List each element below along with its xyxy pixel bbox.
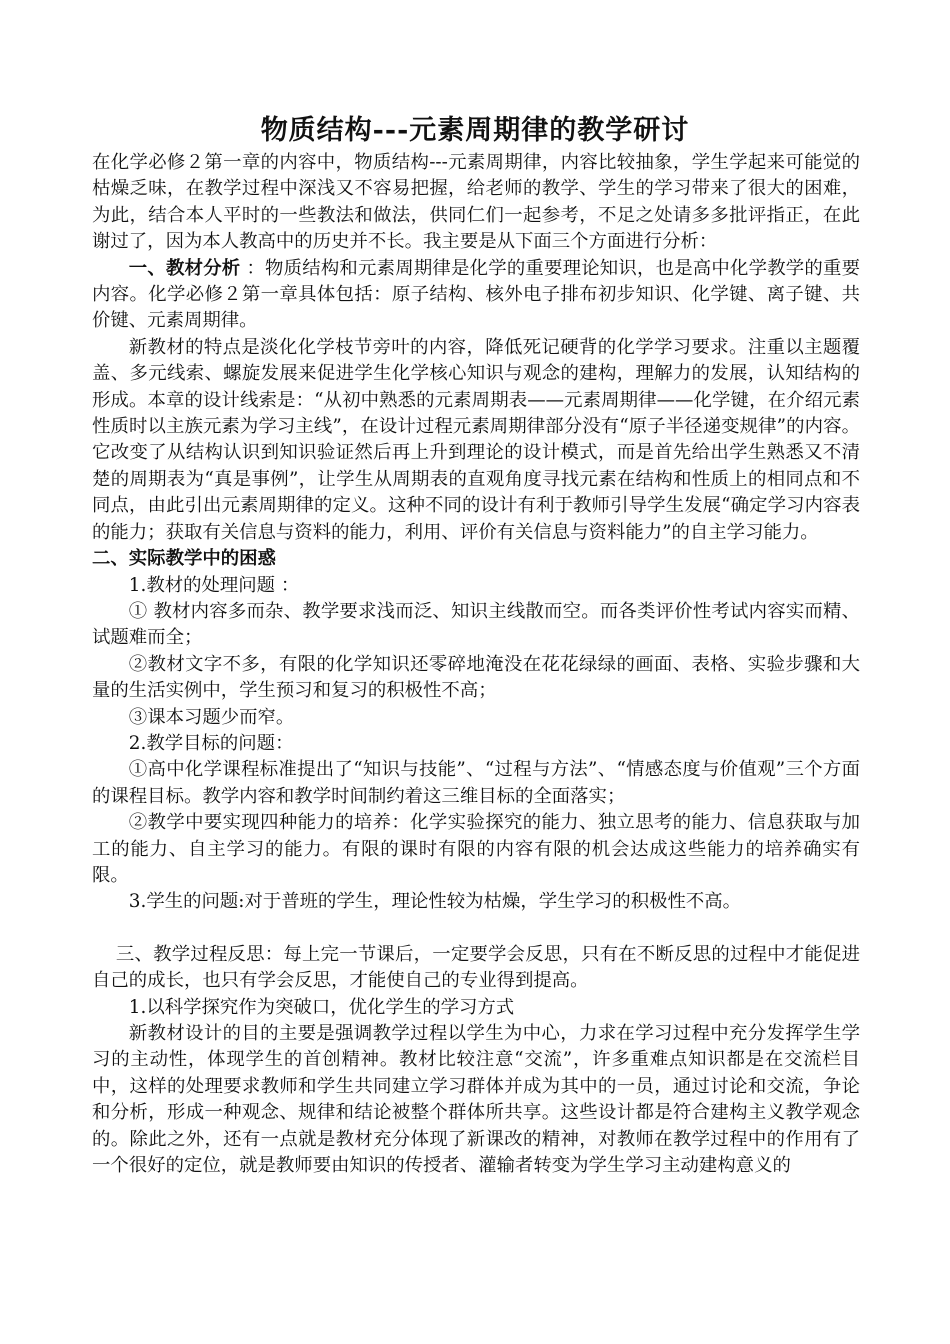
section2-paragraph-2: ① 教材内容多而杂、教学要求浅而泛、知识主线散而空。而各类评价性考试内容实而精、试题难而全；: [92, 600, 860, 649]
section3-paragraph-1: 三、教学过程反思：每上完一节课后，一定要学会反思，只有在不断反思的过程中才能促进自己的成长，也只有学会反思，才能使自己的专业得到提高。: [92, 943, 860, 992]
section2-paragraph-5: 2.教学目标的问题：: [128, 732, 294, 754]
section1-paragraph-2: 新教材的特点是淡化化学枝节旁叶的内容，降低死记硬背的化学学习要求。注重以主题覆盖、多元线索、螺旋发展来促进学生化学核心知识与观念的建构，理解力的发展，认知结构的形成。本章的设计线索是：“从初中熟悉的元素周期表——元素周期律——化学键，在介绍元素性质时以主族元素为学习主线”，在设计过程元素周期律部分没有“原子半径递变规律”的内容。它改变了从结构认识到知识验证然后再上升到理论的设计模式，而是首先给出学生熟悉又不清楚的周期表为“真是事例”，让学生从周期表的直观角度寻找元素在结构和性质上的相同点和不同点，由此引出元素周期律的定义。这种不同的设计有利于教师引导学生发展“确定学习内容表的能力；获取有关信息与资料的能力，利用、评价有关信息与资料能力”的自主学习能力。: [92, 336, 860, 543]
section2-paragraph-7: ②教学中要实现四种能力的培养：化学实验探究的能力、独立思考的能力、信息获取与加工的能力、自主学习的能力。有限的课时有限的内容有限的机会达成这些能力的培养确实有限。: [92, 812, 860, 886]
section2-heading: 二、实际教学中的困惑: [92, 548, 276, 570]
intro-paragraph: 在化学必修２第一章的内容中，物质结构---元素周期律，内容比较抽象，学生学起来可能觉的枯燥乏味，在教学过程中深浅又不容易把握，给老师的教学、学生的学习带来了很大的困难，为此，结合本人平时的一些教法和做法，供同仁们一起参考，不足之处请多多批评指正，在此谢过了，因为本人教高中的历史并不长。我主要是从下面三个方面进行分析：: [92, 152, 860, 253]
section3-paragraph-3: 新教材设计的目的主要是强调教学过程以学生为中心，力求在学习过程中充分发挥学生学习的主动性，体现学生的首创精神。教材比较注意“交流”，许多重难点知识都是在交流栏目中，这样的处理要求教师和学生共同建立学习群体并成为其中的一员，通过讨论和交流，争论和分析，形成一种观念、规律和结论被整个群体所共享。这些设计都是符合建构主义教学观念的。除此之外，还有一点就是教材充分体现了新课改的精神，对教师在教学过程中的作用有了一个很好的定位，就是教师要由知识的传授者、灌输者转变为学生学习主动建构意义的: [92, 1023, 860, 1177]
section2-paragraph-8: 3.学生的问题:对于普班的学生，理论性较为枯燥，学生学习的积极性不高。: [128, 891, 742, 913]
document-body: [92, 150, 860, 1179]
section1-paragraph: [92, 256, 860, 335]
section3-paragraph-2: 1.以科学探究作为突破口，优化学生的学习方式: [128, 996, 515, 1018]
section2-paragraph-1: 1.教材的处理问题 ：: [128, 574, 300, 596]
paragraph-spacer: [92, 916, 860, 942]
section1-text: ：物质结构和元素周期律是化学的重要理论知识，也是高中化学教学的重要内容。化学必修２第一章具体包括：原子结构、核外电子排布初步知识、化学键、离子键、共价键、元素周期律。: [92, 257, 860, 332]
section1-heading: 一、教材分析: [128, 257, 241, 279]
document-title: 物质结构---元素周期律的教学研讨: [260, 115, 690, 146]
section2-paragraph-6: ①高中化学课程标准提出了“知识与技能”、“过程与方法”、“情感态度与价值观”三个方面的课程目标。教学内容和教学时间制约着这三维目标的全面落实；: [92, 759, 860, 807]
section2-paragraph-4: ③课本习题少而窄。: [128, 706, 295, 728]
section2-paragraph-3: ②教材文字不多，有限的化学知识还零碎地淹没在花花绿绿的画面、表格、实验步骤和大量的生活实例中，学生预习和复习的积极性不高；: [92, 653, 860, 702]
